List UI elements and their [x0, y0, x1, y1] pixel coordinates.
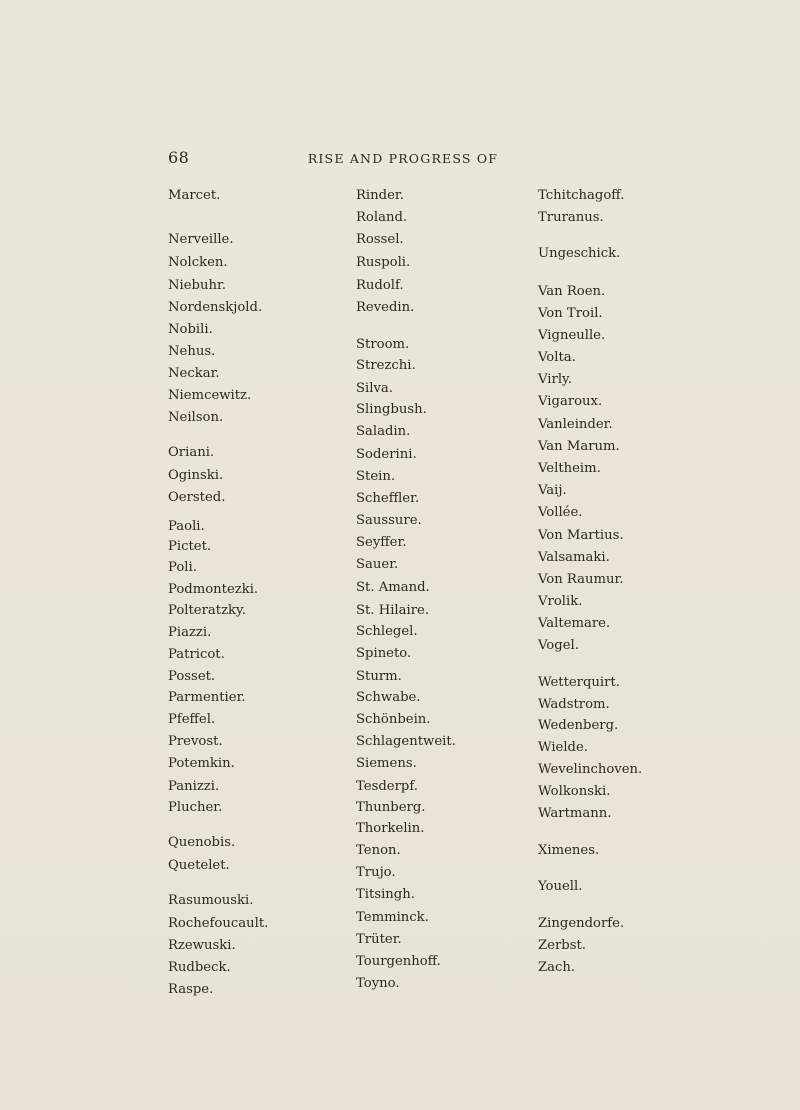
name-entry: Thunberg.: [356, 800, 426, 815]
name-entry: Wetterquirt.: [538, 675, 620, 690]
name-entry: Soderini.: [356, 447, 417, 462]
name-entry: Seyffer.: [356, 535, 407, 550]
name-entry: Wadstrom.: [538, 697, 610, 712]
name-entry: Sauer.: [356, 557, 399, 572]
name-entry: Vigaroux.: [538, 394, 603, 409]
name-entry: Nerveille.: [168, 232, 234, 247]
name-entry: Niebuhr.: [168, 278, 227, 293]
name-entry: Strezchi.: [356, 358, 416, 373]
name-entry: Silva.: [356, 381, 393, 396]
name-entry: Schönbein.: [356, 712, 431, 727]
name-entry: Wartmann.: [538, 806, 612, 821]
page-number: 68: [168, 148, 190, 167]
name-entry: Titsingh.: [356, 887, 415, 902]
name-entry: Slingbush.: [356, 402, 427, 417]
name-entry: Vrolik.: [538, 594, 583, 609]
name-entry: Ruspoli.: [356, 255, 411, 270]
name-entry: Ungeschick.: [538, 246, 621, 261]
name-entry: Veltheim.: [538, 461, 601, 476]
name-entry: Piazzi.: [168, 625, 212, 640]
name-entry: Posset.: [168, 669, 216, 684]
name-entry: Oersted.: [168, 490, 226, 505]
name-entry: Nolcken.: [168, 255, 228, 270]
name-entry: Schwabe.: [356, 690, 421, 705]
name-entry: Valtemare.: [538, 616, 611, 631]
name-entry: Zingendorfe.: [538, 916, 625, 931]
name-entry: Sturm.: [356, 669, 402, 684]
name-entry: Panizzi.: [168, 779, 220, 794]
name-entry: Tourgenhoff.: [356, 954, 441, 969]
name-entry: Wielde.: [538, 740, 589, 755]
name-entry: Zerbst.: [538, 938, 586, 953]
name-entry: Van Marum.: [538, 439, 620, 454]
name-entry: Rinder.: [356, 188, 404, 203]
name-entry: Parmentier.: [168, 690, 246, 705]
name-entry: Trujo.: [356, 865, 396, 880]
name-entry: Rasumouski.: [168, 893, 254, 908]
name-entry: Rochefoucault.: [168, 916, 269, 931]
name-entry: Rossel.: [356, 232, 404, 247]
name-entry: Paoli.: [168, 519, 205, 534]
name-entry: Oriani.: [168, 445, 215, 460]
name-entry: Virly.: [538, 372, 572, 387]
name-entry: Revedin.: [356, 300, 415, 315]
name-entry: Pictet.: [168, 539, 212, 554]
name-entry: Potemkin.: [168, 756, 235, 771]
name-entry: Truranus.: [538, 210, 604, 225]
name-entry: Prevost.: [168, 734, 223, 749]
name-entry: Von Troil.: [538, 306, 603, 321]
name-entry: Spineto.: [356, 646, 412, 661]
name-entry: Quetelet.: [168, 858, 230, 873]
name-entry: Tesderpf.: [356, 779, 418, 794]
name-entry: Nordenskjold.: [168, 300, 263, 315]
name-entry: St. Hilaire.: [356, 603, 430, 618]
name-entry: Thorkelin.: [356, 821, 425, 836]
name-entry: Niemcewitz.: [168, 388, 252, 403]
name-entry: Vogel.: [538, 638, 579, 653]
name-entry: Tenon.: [356, 843, 401, 858]
name-entry: Youell.: [538, 879, 583, 894]
name-entry: Neckar.: [168, 366, 220, 381]
name-entry: Schlegel.: [356, 624, 418, 639]
name-entry: Poli.: [168, 560, 197, 575]
name-entry: Vollée.: [538, 505, 583, 520]
name-entry: Wevelinchoven.: [538, 762, 643, 777]
name-entry: Nehus.: [168, 344, 216, 359]
name-entry: Podmontezki.: [168, 582, 259, 597]
name-entry: St. Amand.: [356, 580, 430, 595]
name-entry: Marcet.: [168, 188, 221, 203]
name-entry: Valsamaki.: [538, 550, 610, 565]
name-entry: Von Martius.: [538, 528, 624, 543]
name-entry: Rudbeck.: [168, 960, 231, 975]
name-entry: Rzewuski.: [168, 938, 236, 953]
name-entry: Polteratzky.: [168, 603, 246, 618]
running-title: RISE AND PROGRESS OF: [307, 151, 499, 166]
name-entry: Tchitchagoff.: [538, 188, 625, 203]
name-entry: Schlagentweit.: [356, 734, 456, 749]
name-entry: Saladin.: [356, 424, 411, 439]
name-entry: Nobili.: [168, 322, 213, 337]
name-entry: Ximenes.: [538, 843, 600, 858]
name-entry: Patricot.: [168, 647, 225, 662]
name-entry: Vaij.: [538, 483, 567, 498]
name-entry: Vanleinder.: [538, 417, 613, 432]
name-entry: Toyno.: [356, 976, 400, 991]
name-entry: Siemens.: [356, 756, 417, 771]
name-entry: Stroom.: [356, 337, 410, 352]
name-entry: Plucher.: [168, 800, 223, 815]
name-entry: Scheffler.: [356, 491, 420, 506]
name-entry: Pfeffel.: [168, 712, 216, 727]
name-entry: Oginski.: [168, 468, 224, 483]
name-entry: Rudolf.: [356, 278, 404, 293]
name-entry: Zach.: [538, 960, 576, 975]
name-entry: Wolkonski.: [538, 784, 611, 799]
name-entry: Temminck.: [356, 910, 429, 925]
name-entry: Van Roen.: [538, 284, 606, 299]
name-entry: Saussure.: [356, 513, 422, 528]
name-entry: Volta.: [538, 350, 576, 365]
name-entry: Von Raumur.: [538, 572, 624, 587]
name-entry: Vigneulle.: [538, 328, 606, 343]
name-entry: Neilson.: [168, 410, 224, 425]
name-entry: Quenobis.: [168, 835, 236, 850]
name-entry: Raspe.: [168, 982, 214, 997]
name-entry: Trüter.: [356, 932, 402, 947]
name-entry: Stein.: [356, 469, 396, 484]
name-entry: Wedenberg.: [538, 718, 619, 733]
name-entry: Roland.: [356, 210, 408, 225]
